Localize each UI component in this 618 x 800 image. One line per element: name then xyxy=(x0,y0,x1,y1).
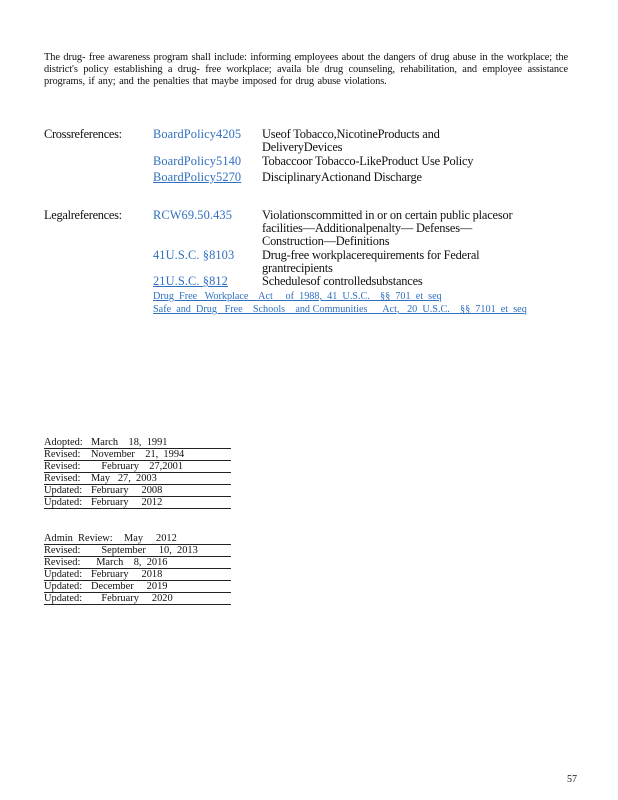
cross-references-heading: Crossreferences: xyxy=(44,127,122,141)
legal-references-heading: Legalreferences: xyxy=(44,208,122,222)
history-entry: Revised: November 21, 1994 xyxy=(44,449,231,461)
review-entry: Updated: February 2020 xyxy=(44,593,231,605)
history-entry: Updated: February 2008 xyxy=(44,485,231,497)
reference-description: Useof Tobacco,NicotineProducts and DeliveryDevices xyxy=(262,127,440,154)
usc-8103-link[interactable]: 41U.S.C. §8103 xyxy=(153,248,235,262)
review-entry: Updated: December 2019 xyxy=(44,581,231,593)
usc-812-link[interactable]: 21U.S.C. §812 xyxy=(153,274,228,288)
review-entry: Updated: February 2018 xyxy=(44,569,231,581)
policy-link-4205[interactable]: BoardPolicy4205 xyxy=(153,127,242,141)
safe-drug-free-schools-act-link[interactable]: Safe and Drug Free Schools and Communities Act, 20 U.S.C. §§ 7101 et seq xyxy=(153,304,527,315)
history-entry: Updated: February 2012 xyxy=(44,497,231,509)
drug-free-workplace-act-link[interactable]: Drug Free Workplace Act of 1988, 41 U.S.C. §§ 701 et seq xyxy=(153,291,442,302)
review-history xyxy=(44,533,231,605)
reference-description: DisciplinaryActionand Discharge xyxy=(262,170,422,184)
reference-description: Tobaccoor Tobacco-LikeProduct Use Policy xyxy=(262,154,474,168)
history-entry: Revised: May 27, 2003 xyxy=(44,473,231,485)
reference-description: Violationscommitted in or on certain public placesor facilities—Additionalpenalty— Defenses—Construction—Definitions xyxy=(262,208,513,248)
review-entry: Revised: September 10, 2013 xyxy=(44,545,231,557)
reference-description: Schedulesof controlledsubstances xyxy=(262,274,423,288)
review-entry: Revised: March 8, 2016 xyxy=(44,557,231,569)
policy-link-5270[interactable]: BoardPolicy5270 xyxy=(153,170,242,184)
history-entry: Adopted: March 18, 1991 xyxy=(44,437,231,449)
page-number: 57 xyxy=(567,774,577,785)
policy-link-5140[interactable]: BoardPolicy5140 xyxy=(153,154,242,168)
rcw-link[interactable]: RCW69.50.435 xyxy=(153,208,232,222)
reference-description: Drug-free workplacerequirements for Federal grantrecipients xyxy=(262,248,480,275)
intro-paragraph: The drug- free awareness program shall include: informing employees about the dangers of drug abuse in the workplace; the district's policy establishing a drug- free workplace; availa ble drug counseling, rehabilitation, and employee assistance programs, if any; and the penalties that maybe imposed for drug abuse violations. xyxy=(44,52,568,88)
adoption-history xyxy=(44,437,231,509)
history-entry: Revised: February 27,2001 xyxy=(44,461,231,473)
review-entry: Admin Review: May 2012 xyxy=(44,533,231,545)
